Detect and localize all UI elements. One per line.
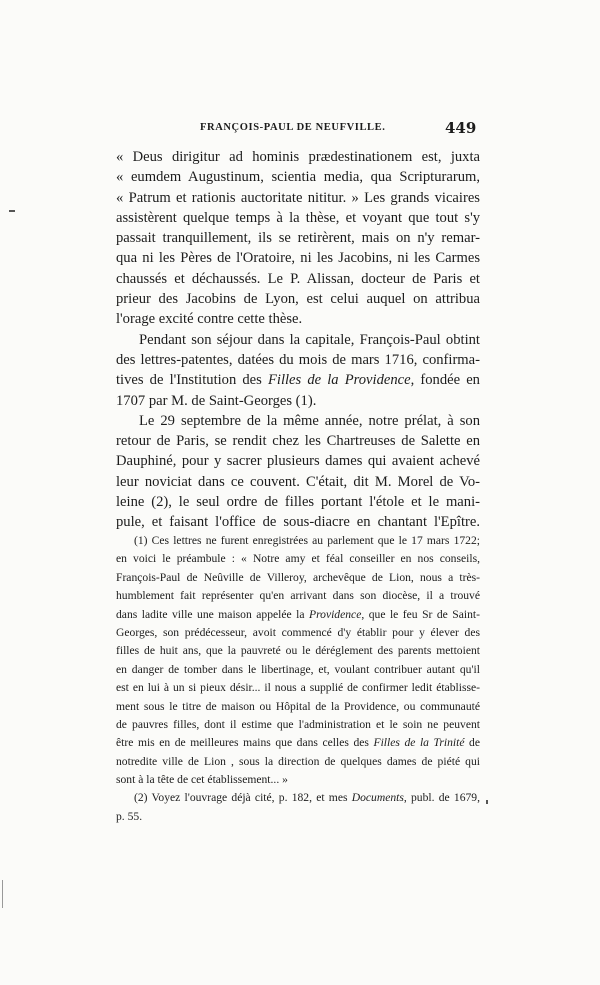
text-line: leine (2), le seul ordre de filles portant l'étole et le mani- — [116, 494, 480, 511]
text-line: « Deus dirigitur ad hominis prædestinationem est, juxta — [116, 149, 480, 165]
text-line: chaussés et déchaussés. Le P. Alissan, docteur de Paris et — [116, 270, 480, 287]
footnote-line: est en lui à un si pieux désir... il nous a supplié de confirmer ledit établisse- — [116, 681, 480, 695]
text-line: pule, et faisant l'office de sous-diacre en chantant l'Epître. — [116, 514, 480, 531]
text-segment: de — [464, 736, 480, 750]
footnote-line: en voici le préambule : « Notre amy et féal conseiller en nos conseils, — [116, 552, 480, 566]
text-segment: , publ. de 1679, — [403, 791, 480, 805]
text-segment: (2) Voyez l'ouvrage déjà cité, p. 182, et mes — [134, 791, 352, 805]
footnote-line: (1) Ces lettres ne furent enregistrées au parlement que le 17 mars 1722; — [134, 534, 480, 547]
text-line: assistèrent quelque temps à la thèse, et voyant que tout s'y — [116, 209, 480, 226]
footnote-line: ment sous le titre de maison ou Hôpital de la Providence, ou communauté — [116, 699, 480, 713]
footnote-line-mixed — [116, 789, 480, 807]
running-title: FRANÇOIS-PAUL DE NEUFVILLE. — [200, 122, 386, 133]
footnote-line: en danger de tomber dans le libertinage, et, voulant contribuer autant qu'il — [116, 662, 480, 676]
footnote-line: notredite ville de Lion , sous la direction de quelques dames de piété qui — [116, 754, 480, 768]
text-line: « Patrum et rationis auctoritate nititur. » Les grands vicaires — [116, 189, 480, 206]
scan-speck — [9, 210, 15, 212]
text-line: « eumdem Augustinum, scientia media, qua Scripturarum, — [116, 169, 480, 186]
text-segment: tives de l'Institution des — [116, 372, 268, 389]
text-line: l'orage excité contre cette thèse. — [116, 311, 303, 328]
text-line: retour de Paris, se rendit chez les Chartreuses de Salette en — [116, 433, 480, 450]
text-segment: , que le feu Sr de Saint- — [361, 607, 480, 621]
italic-title: Filles de la Providence — [267, 372, 411, 389]
scan-speck — [486, 800, 488, 804]
italic-title: Providence — [308, 607, 362, 621]
text-segment: dans ladite ville une maison appelée la — [116, 607, 309, 621]
text-line: leur noviciat dans ce couvent. C'était, dit M. Morel de Vo- — [116, 473, 480, 490]
text-segment: , fondée en — [410, 372, 480, 389]
running-header — [0, 119, 600, 138]
main-text — [116, 147, 480, 533]
footnote-line: humblement fait représenter qu'en arrivant dans son diocèse, il a trouvé — [116, 589, 480, 603]
text-line: Pendant son séjour dans la capitale, François-Paul obtint — [139, 331, 480, 348]
italic-title: Documents — [351, 791, 404, 805]
footnote-line-mixed — [116, 734, 480, 752]
text-line: des lettres-patentes, datées du mois de mars 1716, confirma- — [116, 351, 480, 368]
footnote-line-mixed — [116, 606, 480, 624]
text-line: prieur des Jacobins de Lyon, est celui auquel on attribua — [116, 291, 480, 308]
footnote-line: Georges, son prédécesseur, avoit commencé d'y établir pour y élever des — [116, 625, 480, 639]
page-number: 449 — [445, 119, 477, 137]
footnote-line: de pauvres filles, dont il estime que l'administration et le soin ne peuvent — [116, 717, 480, 731]
text-line: qua ni les Pères de l'Oratoire, ni les Jacobins, ni les Carmes — [116, 250, 480, 267]
text-line: Dauphiné, pour y sacrer plusieurs dames qui avaient achevé — [116, 453, 480, 470]
text-line: Le 29 septembre de la même année, notre prélat, à son — [139, 412, 480, 429]
scan-speck — [2, 880, 3, 908]
footnotes — [116, 532, 480, 826]
footnote-line: filles de huit ans, que la pauvreté ou le déréglement des parents mettoient — [116, 644, 480, 658]
footnote-line: p. 55. — [116, 809, 143, 823]
italic-title: Filles de la Trinité — [373, 736, 465, 750]
text-line-mixed — [116, 370, 480, 390]
footnote-line: sont à la tête de cet établissement... » — [116, 773, 288, 787]
text-line: passait tranquillement, ils se retirèrent, mais on n'y remar- — [116, 230, 480, 247]
text-line: 1707 par M. de Saint-Georges (1). — [116, 392, 317, 409]
text-segment: être mis en de meilleures mains que dans celles des — [116, 736, 374, 750]
footnote-line: François-Paul de Neûville de Villeroy, archevêque de Lion, nous a très- — [116, 570, 480, 584]
